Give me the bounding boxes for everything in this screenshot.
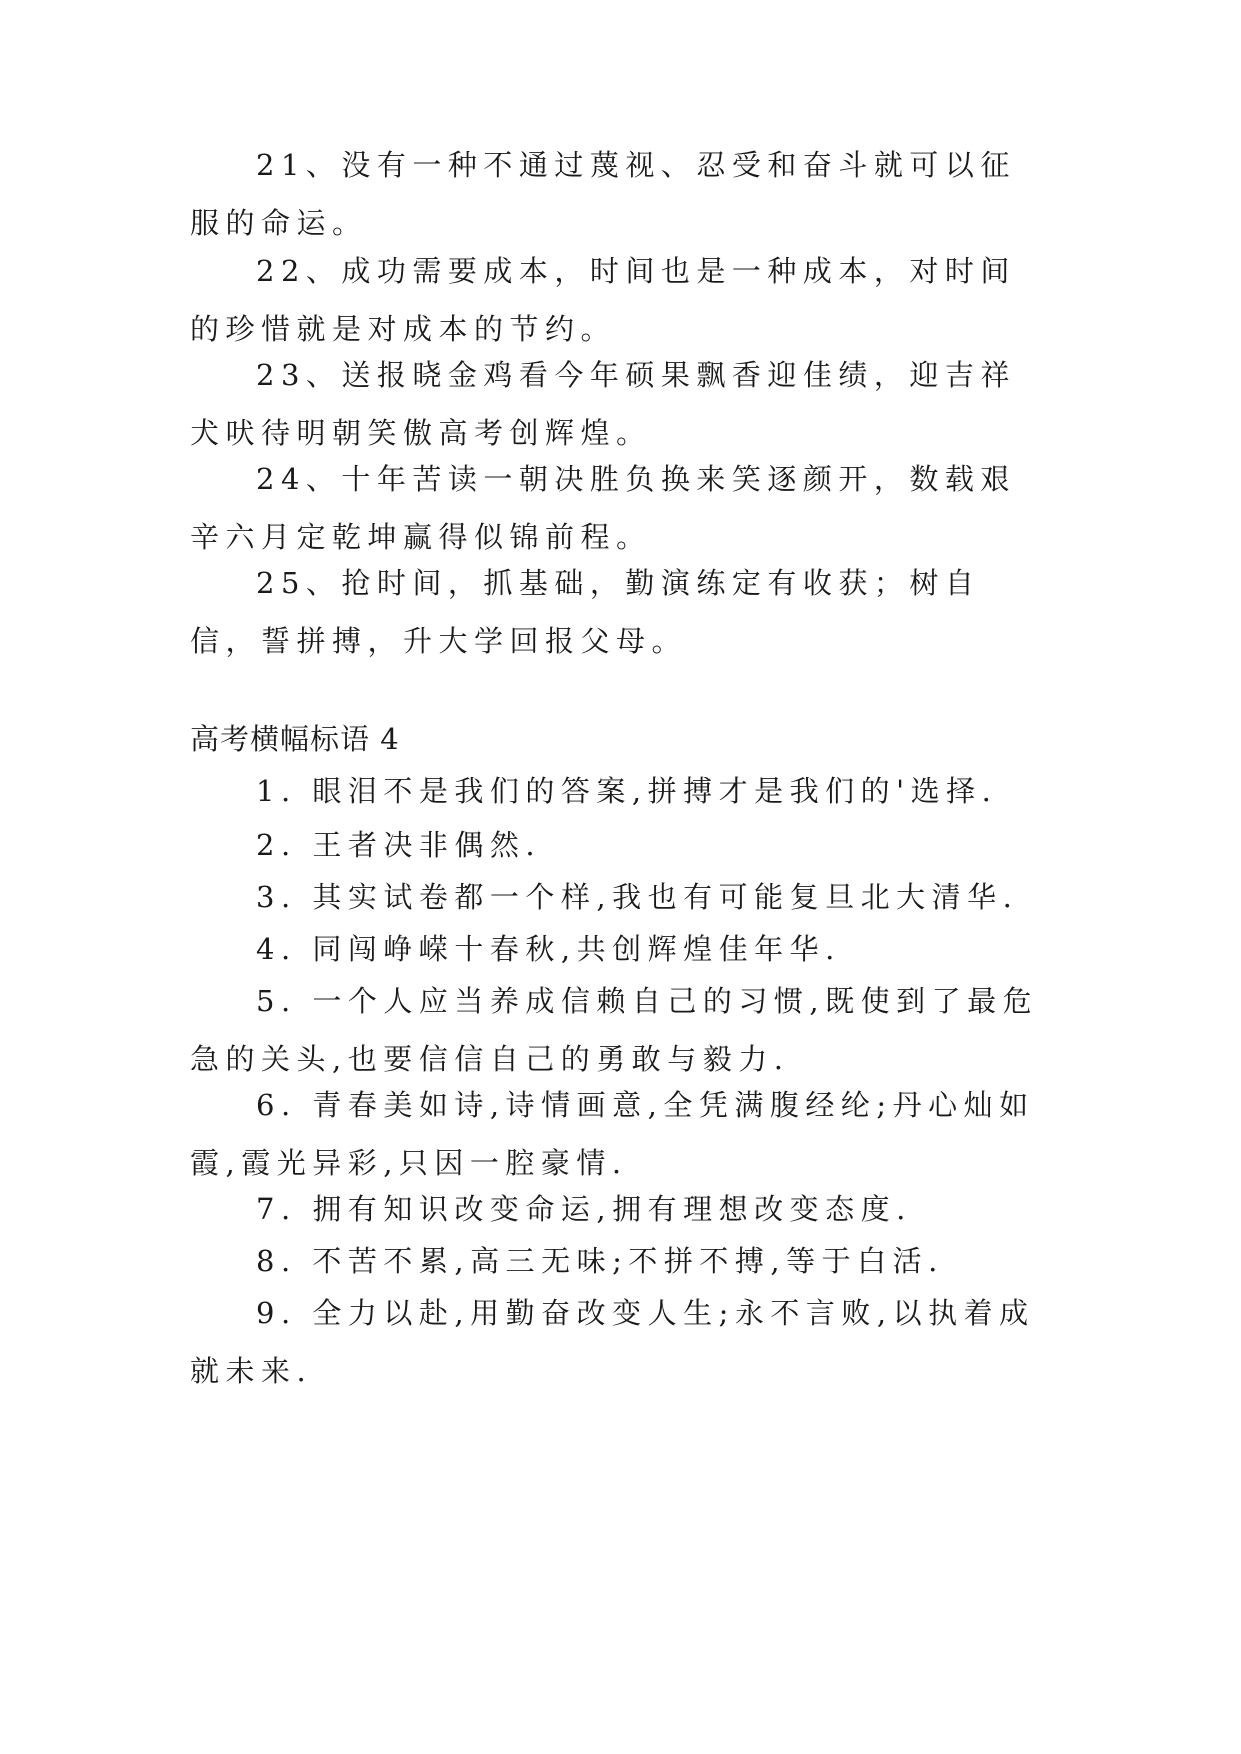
list-item: 21、没有一种不通过蔑视、忍受和奋斗就可以征服的命运。	[190, 148, 1016, 240]
list-item: 9. 全力以赴,用勤奋改变人生;永不言败,以执着成就未来.	[190, 1296, 1035, 1388]
list-item: 24、十年苦读一朝决胜负换来笑逐颜开，数载艰辛六月定乾坤赢得似锦前程。	[190, 462, 1016, 554]
list-item: 3. 其实试卷都一个样,我也有可能复旦北大清华.	[256, 880, 1019, 914]
list-item: 25、抢时间，抓基础，勤演练定有收获；树自信，誓拼搏，升大学回报父母。	[190, 566, 981, 658]
list-item: 22、成功需要成本，时间也是一种成本，对时间的珍惜就是对成本的节约。	[190, 254, 1016, 346]
list-item: 1. 眼泪不是我们的答案,拼搏才是我们的'选择.	[256, 774, 998, 808]
list-item: 4. 同闯峥嵘十春秋,共创辉煌佳年华.	[256, 932, 841, 966]
list-item: 23、送报晓金鸡看今年硕果飘香迎佳绩，迎吉祥犬吠待明朝笑傲高考创辉煌。	[190, 358, 1016, 450]
list-item: 2. 王者决非偶然.	[256, 828, 542, 862]
section-heading: 高考横幅标语 4	[190, 722, 400, 756]
list-item: 8. 不苦不累,高三无味;不拼不搏,等于白活.	[256, 1244, 944, 1278]
list-item: 5. 一个人应当养成信赖自己的习惯,既使到了最危急的关头,也要信信自己的勇敢与毅力.	[190, 984, 1039, 1076]
list-item: 6. 青春美如诗,诗情画意,全凭满腹经纶;丹心灿如霞,霞光异彩,只因一腔豪情.	[190, 1088, 1035, 1180]
list-item: 7. 拥有知识改变命运,拥有理想改变态度.	[256, 1192, 912, 1226]
